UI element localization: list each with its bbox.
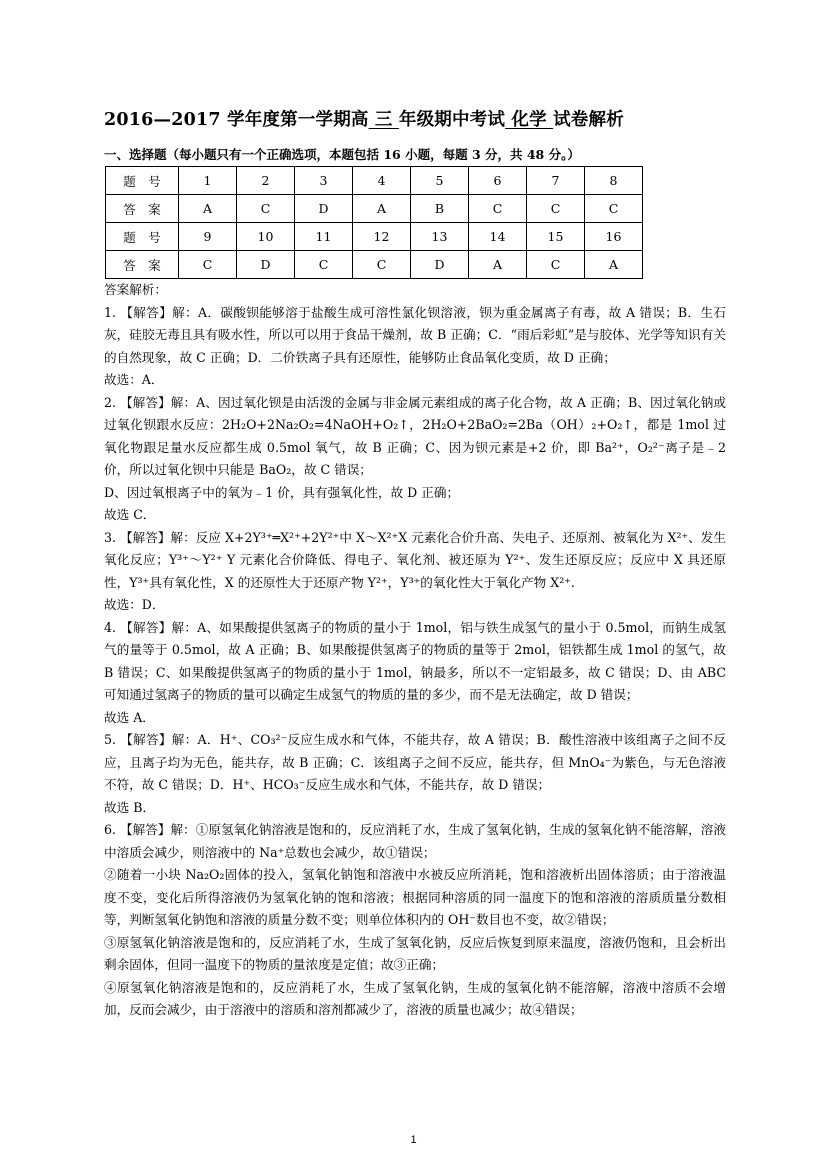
analysis-paragraph: 故选：D． — [104, 597, 165, 612]
table-cell: A — [179, 195, 237, 223]
analysis-paragraph: 2. 【解答】解：A、因过氧化钡是由活泼的金属与非金属元素组成的离子化合物，故 A 正确；B、因过氧化钠或过氧化钡跟水反应：2H₂O+2Na₂O₂=4NaOH+O₂↑，2H₂O+2BaO₂=2Ba（OH）₂+O₂↑，都是 1mol 过氧化物跟足量水反应都生成 0.5mol 氧气，故 B 正确；C、因为钡元素是+2 价，即 Ba²⁺，O₂²⁻离子是﹣2 价，所以过氧化钡中只能是 BaO₂，故 C 错误； — [104, 394, 726, 477]
answer-table — [105, 166, 643, 279]
table-cell: D — [411, 251, 469, 279]
table-cell: 11 — [295, 223, 353, 251]
analysis-paragraph: 故选 C． — [104, 507, 156, 522]
title-part-1: 2016—2017 学年度第一学期高 — [104, 110, 369, 130]
table-row — [106, 167, 643, 195]
table-row-header: 题 号 — [106, 223, 179, 251]
table-cell: C — [237, 195, 295, 223]
document-title — [104, 106, 624, 131]
table-cell: 16 — [585, 223, 643, 251]
analysis-paragraph: ④原氢氧化钠溶液是饱和的，反应消耗了水，生成了氢氧化钠，生成的氢氧化钠不能溶解，溶液中溶质不会增加，反而会减少，由于溶液中的溶质和溶剂都减少了，溶液的质量也减少；故④错误； — [104, 979, 726, 1017]
table-row-header: 答 案 — [106, 251, 179, 279]
table-cell: 12 — [353, 223, 411, 251]
table-cell: C — [295, 251, 353, 279]
table-cell: A — [353, 195, 411, 223]
analysis-paragraph: 故选 A． — [104, 709, 155, 725]
table-cell: D — [295, 195, 353, 223]
table-cell: 10 — [237, 223, 295, 251]
table-cell: 14 — [469, 223, 527, 251]
table-cell: 8 — [585, 167, 643, 195]
analysis-paragraph: ③原氢氧化钠溶液是饱和的，反应消耗了水，生成了氢氧化钠，反应后恢复到原来温度，溶液仍饱和，且会析出剩余固体，但同一温度下的物质的量浓度是定值；故③正确； — [104, 934, 726, 972]
title-subject: 化学 — [505, 110, 554, 130]
table-cell: C — [527, 251, 585, 279]
table-row — [106, 251, 643, 279]
analysis-paragraph: 1. 【解答】解：A．碳酸钡能够溶于盐酸生成可溶性氯化钡溶液，钡为重金属离子有毒，故 A 错误；B．生石灰，硅胶无毒且具有吸水性，所以可以用于食品干燥剂，故 B 正确；C．“雨后彩虹”是与胶体、光学等知识有关的自然现象，故 C 正确；D．二价铁离子具有还原性，能够防止食品氧化变质，故 D 正确； — [104, 304, 726, 365]
analysis-paragraph: ②随着一小块 Na₂O₂固体的投入，氢氧化钠饱和溶液中水被反应所消耗，饱和溶液析出固体溶质；由于溶液温度不变，变化后所得溶液仍为氢氧化钠的饱和溶液；根据同种溶质的同一温度下的饱和溶液的溶质质量分数相等，判断氢氧化钠饱和溶液的质量分数不变；则单位体积内的 OH⁻数目也不变，故②错误； — [104, 867, 726, 927]
table-cell: C — [179, 251, 237, 279]
analysis-paragraph: 5. 【解答】解：A．H⁺、CO₃²⁻反应生成水和气体，不能共存，故 A 错误；B．酸性溶液中该组离子之间不反应，且离子均为无色，能共存，故 B 正确；C．该组离子之间不反应，能共存，但 MnO₄⁻为紫色，与无色溶液不符，故 C 错误；D．H⁺、HCO₃⁻反应生成水和气体，不能共存，故 D 错误； — [104, 732, 726, 792]
table-row-header: 答 案 — [106, 195, 179, 223]
table-cell: 15 — [527, 223, 585, 251]
table-cell: 2 — [237, 167, 295, 195]
analysis-paragraph: 故选 B． — [104, 799, 156, 815]
table-cell: 6 — [469, 167, 527, 195]
table-row — [106, 223, 643, 251]
title-part-2: 年级期中考试 — [398, 110, 506, 130]
title-grade: 三 — [368, 110, 399, 130]
table-cell: 1 — [179, 167, 237, 195]
title-part-3: 试卷解析 — [553, 110, 624, 130]
analysis-header: 答案解析： — [104, 282, 167, 297]
table-cell: A — [469, 251, 527, 279]
table-row-header: 题 号 — [106, 167, 179, 195]
section-heading: 一、选择题（每小题只有一个正确选项，本题包括 16 小题，每题 3 分，共 48 分。） — [104, 147, 580, 162]
table-cell: 7 — [527, 167, 585, 195]
analysis-paragraph: D、因过氧根离子中的氧为﹣1 价，具有强氧化性，故 D 正确； — [104, 484, 460, 500]
table-cell: 5 — [411, 167, 469, 195]
table-cell: C — [527, 195, 585, 223]
table-cell: C — [353, 251, 411, 279]
table-cell: 3 — [295, 167, 353, 195]
table-cell: C — [469, 195, 527, 223]
analysis-paragraph: 4. 【解答】解：A、如果酸提供氢离子的物质的量小于 1mol，铝与铁生成氢气的量小于 0.5mol，而钠生成氢气的量等于 0.5mol，故 A 正确；B、如果酸提供氢离子的物质的量等于 2mol，铝铁都生成 1mol 的氢气，故 B 错误；C、如果酸提供氢离子的物质的量小于 1mol，钠最多，所以不一定铝最多，故 C 错误；D、由 ABC 可知通过氢离子的物质的量可以确定生成氢气的物质的量的多少，而不是无法确定，故 D 错误； — [104, 619, 726, 702]
table-cell: D — [237, 251, 295, 279]
analysis-paragraph: 故选：A． — [104, 372, 164, 387]
analysis-paragraphs — [104, 302, 726, 1022]
page-number: 1 — [410, 1134, 417, 1146]
analysis-paragraph: 3. 【解答】解：反应 X+2Y³⁺═X²⁺+2Y²⁺中 X～X²⁺X 元素化合价升高、失电子、还原剂、被氧化为 X²⁺、发生氧化反应；Y³⁺～Y²⁺ Y 元素化合价降低、得电子、氧化剂、被还原为 Y²⁺、发生还原反应；反应中 X 具还原性，Y³⁺具有氧化性，X 的还原性大于还原产物 Y²⁺，Y³⁺的氧化性大于氧化产物 X²⁺. — [104, 529, 726, 590]
table-cell: A — [585, 251, 643, 279]
table-cell: 13 — [411, 223, 469, 251]
table-row — [106, 195, 643, 223]
table-cell: 9 — [179, 223, 237, 251]
analysis-paragraph: 6. 【解答】解：①原氢氧化钠溶液是饱和的，反应消耗了水，生成了氢氧化钠，生成的氢氧化钠不能溶解，溶液中溶质会减少，则溶液中的 Na⁺总数也会减少，故①错误； — [104, 822, 726, 860]
table-cell: B — [411, 195, 469, 223]
analysis-body — [104, 279, 726, 1022]
table-cell: 4 — [353, 167, 411, 195]
table-cell: C — [585, 195, 643, 223]
